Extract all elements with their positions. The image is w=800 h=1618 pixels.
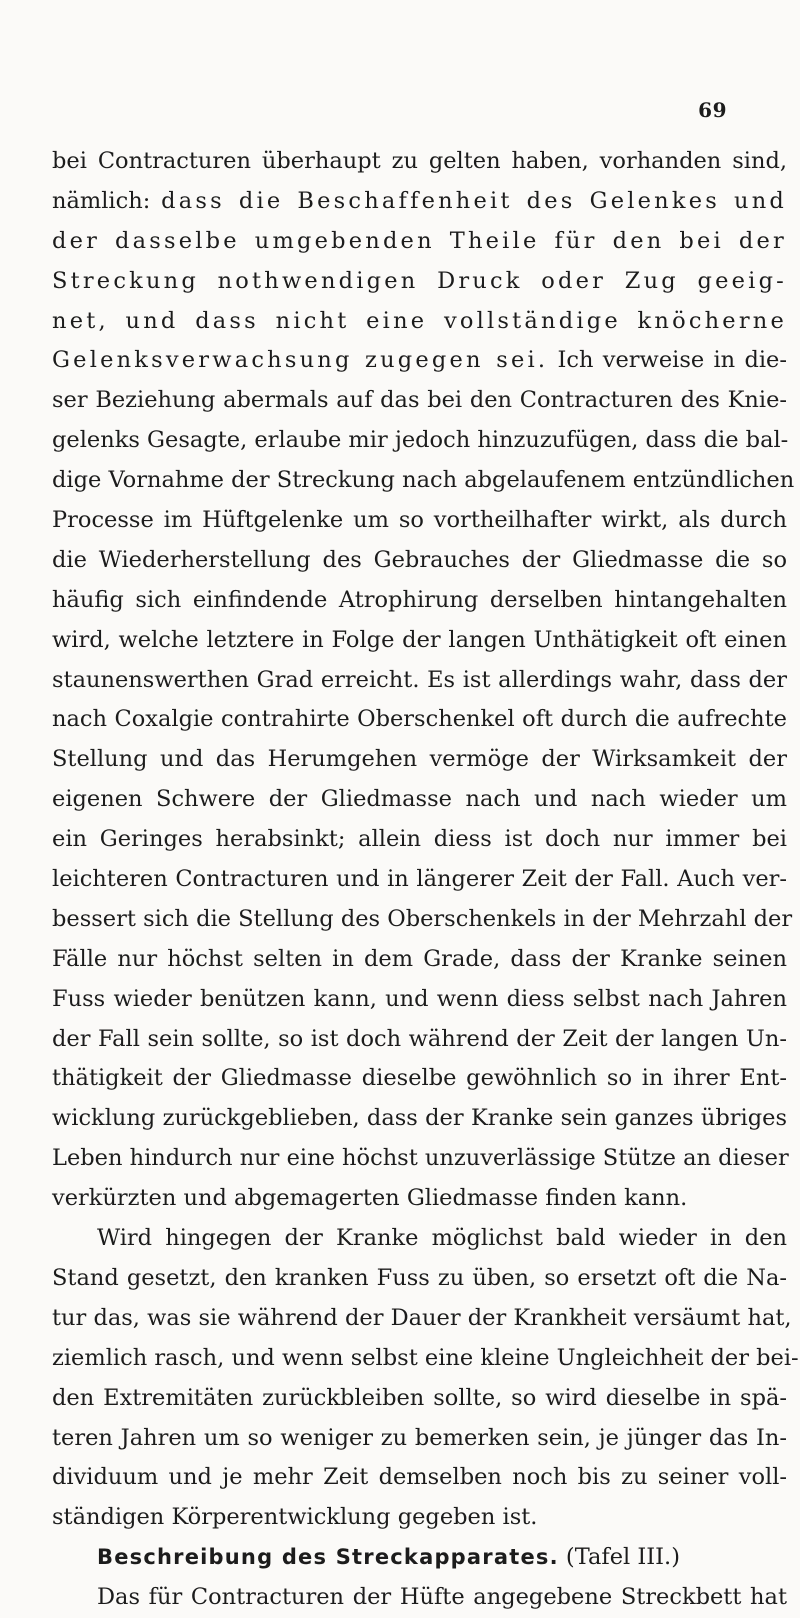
- text-segment: ser Beziehung abermals auf das bei den Contracturen des Knie-: [52, 387, 787, 414]
- text-segment: Leben hindurch nur eine höchst unzuverlässige Stütze an dieser: [52, 1145, 789, 1172]
- text-line: [52, 1059, 787, 1099]
- text-segment: leichteren Contracturen und in längerer Zeit der Fall. Auch ver-: [52, 866, 787, 893]
- text-segment: der Fall sein sollte, so ist doch während der Zeit der langen Un-: [52, 1025, 787, 1052]
- text-line: [52, 1179, 787, 1219]
- emphasized-text: net, und dass nicht eine vollständige knöcherne: [52, 307, 787, 334]
- text-line: [52, 661, 787, 701]
- text-line: [52, 860, 787, 900]
- text-segment: Fuss wieder benützen kann, und wenn diess selbst nach Jahren: [52, 985, 787, 1012]
- text-line: [52, 1578, 787, 1618]
- text-line: [52, 1219, 787, 1259]
- text-line: [52, 1020, 787, 1060]
- emphasized-text: dass die Beschaffenheit des Gelenkes und: [161, 187, 787, 214]
- text-segment: dividuum und je mehr Zeit demselben noch bis zu seiner voll-: [52, 1464, 787, 1491]
- text-line: [52, 820, 787, 860]
- text-segment: Stellung und das Herumgehen vermöge der Wirksamkeit der: [52, 746, 787, 773]
- text-segment: Wird hingegen der Kranke möglichst bald wieder in den: [97, 1225, 787, 1252]
- text-line: [52, 1419, 787, 1459]
- text-line: [52, 262, 787, 302]
- text-line: [52, 1339, 799, 1379]
- text-segment: Fälle nur höchst selten in dem Grade, dass der Kranke seinen: [52, 945, 787, 972]
- text-segment: häufig sich einfindende Atrophirung derselben hintangehalten: [52, 586, 787, 613]
- body-text: [52, 142, 799, 1618]
- text-line: [52, 780, 787, 820]
- text-segment: eigenen Schwere der Gliedmasse nach und nach wieder um: [52, 786, 787, 813]
- emphasized-text: der dasselbe umgebenden Theile für den bei der: [52, 227, 787, 254]
- text-line: [52, 541, 787, 581]
- text-line: [52, 621, 787, 661]
- text-segment: ein Geringes herabsinkt; allein diess ist doch nur immer bei: [52, 826, 787, 853]
- text-line: [52, 940, 787, 980]
- text-segment: nämlich:: [52, 187, 162, 214]
- text-segment: die Wiederherstellung des Gebrauches der Gliedmasse die so: [52, 546, 787, 573]
- text-segment: Ich verweise in die-: [548, 347, 787, 374]
- text-line: [52, 900, 793, 940]
- page-number: 69: [698, 98, 727, 122]
- section-heading: Beschreibung des Streckapparates.: [97, 1545, 559, 1570]
- text-line: [52, 182, 787, 222]
- text-segment: Processe im Hüftgelenke um so vortheilhafter wirkt, als durch: [52, 507, 787, 534]
- text-segment: wird, welche letztere in Folge der langen Unthätigkeit oft einen: [52, 626, 787, 653]
- text-segment: tur das, was sie während der Dauer der Krankheit versäumt hat,: [52, 1304, 792, 1331]
- text-line: [52, 1379, 787, 1419]
- text-line: [52, 1259, 787, 1299]
- text-line: [52, 1498, 787, 1538]
- text-line: [52, 740, 787, 780]
- text-segment: (Tafel III.): [558, 1544, 680, 1571]
- text-line: [52, 1099, 787, 1139]
- text-line: [52, 1139, 787, 1179]
- text-segment: ziemlich rasch, und wenn selbst eine kleine Ungleichheit der bei-: [52, 1344, 799, 1371]
- text-segment: teren Jahren um so weniger zu bemerken sein, je jünger das In-: [52, 1424, 787, 1451]
- text-line: [52, 1299, 792, 1339]
- text-segment: staunenswerthen Grad erreicht. Es ist allerdings wahr, dass der: [52, 666, 787, 693]
- text-segment: dige Vornahme der Streckung nach abgelaufenem entzündlichen: [52, 467, 795, 494]
- text-segment: Das für Contracturen der Hüfte angegebene Streckbett hat: [97, 1584, 787, 1611]
- text-segment: wicklung zurückgeblieben, dass der Kranke sein ganzes übriges: [52, 1105, 787, 1132]
- text-segment: den Extremitäten zurückbleiben sollte, so wird dieselbe in spä-: [52, 1384, 787, 1411]
- text-line: [52, 381, 787, 421]
- text-segment: ständigen Körperentwicklung gegeben ist.: [52, 1504, 538, 1531]
- text-segment: nach Coxalgie contrahirte Oberschenkel oft durch die aufrechte: [52, 706, 787, 733]
- emphasized-text: Gelenksverwachsung zugegen sei.: [52, 347, 549, 374]
- text-line: [52, 421, 787, 461]
- text-line: [52, 700, 787, 740]
- text-segment: gelenks Gesagte, erlaube mir jedoch hinzuzufügen, dass die bal-: [52, 427, 789, 454]
- text-segment: thätigkeit der Gliedmasse dieselbe gewöhnlich so in ihrer Ent-: [52, 1065, 787, 1092]
- text-line: [52, 461, 795, 501]
- text-segment: bessert sich die Stellung des Oberschenkels in der Mehrzahl der: [52, 905, 793, 932]
- text-line: [52, 1538, 787, 1578]
- emphasized-text: Streckung nothwendigen Druck oder Zug geeig-: [52, 267, 787, 294]
- text-segment: bei Contracturen überhaupt zu gelten haben, vorhanden sind,: [52, 148, 787, 174]
- text-segment: Stand gesetzt, den kranken Fuss zu üben, so ersetzt oft die Na-: [52, 1264, 787, 1291]
- text-line: [52, 222, 787, 262]
- text-line: [52, 302, 787, 342]
- text-line: [52, 581, 787, 621]
- text-segment: verkürzten und abgemagerten Gliedmasse finden kann.: [52, 1185, 688, 1212]
- text-line: [52, 980, 787, 1020]
- text-line: [52, 501, 787, 541]
- text-line: [52, 341, 787, 381]
- text-line: [52, 1458, 787, 1498]
- text-line: [52, 142, 787, 182]
